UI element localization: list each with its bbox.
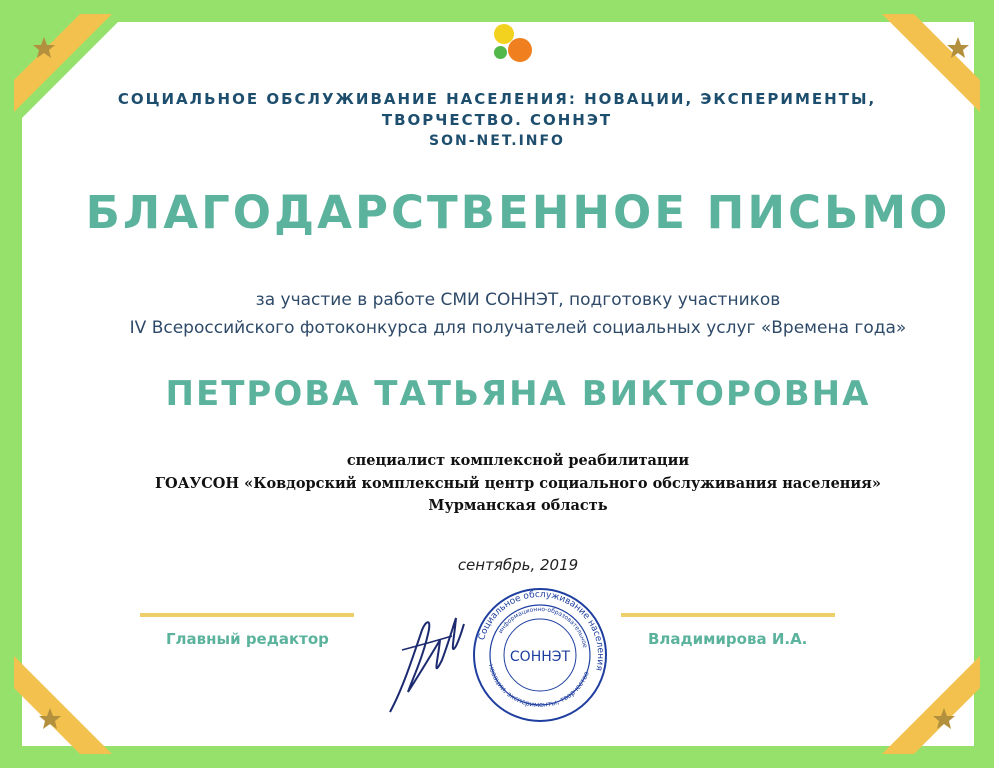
reason-line1: за участие в работе СМИ СОННЭТ, подготовку участников: [255, 290, 781, 310]
recipient-organization: ГОАУСОН «Ковдорский комплексный центр социального обслуживания населения»: [155, 475, 881, 492]
sonnet-logo-icon: [480, 24, 524, 64]
signature-line-left: [140, 613, 354, 617]
header-site: SON-NET.INFO: [429, 133, 565, 149]
issue-date: сентябрь, 2019: [457, 556, 579, 574]
header-title-line1: СОЦИАЛЬНОЕ ОБСЛУЖИВАНИЕ НАСЕЛЕНИЯ: НОВАЦИИ, ЭКСПЕРИМЕНТЫ,: [117, 90, 877, 108]
stamp-center-text: СОННЭТ: [509, 649, 571, 665]
signature-icon: [382, 600, 472, 720]
recipient-position: специалист комплексной реабилитации: [346, 452, 690, 469]
editor-name: Владимирова И.А.: [648, 630, 808, 648]
corner-ribbon-bottom-right: [864, 638, 994, 768]
editor-label: Главный редактор: [166, 630, 329, 648]
reason-line2: IV Всероссийского фотоконкурса для получателей социальных услуг «Времена года»: [129, 318, 907, 338]
recipient-name: ПЕТРОВА ТАТЬЯНА ВИКТОРОВНА: [165, 374, 871, 414]
stamp-bottom-text: новации, эксперименты, творчество: [486, 663, 591, 710]
recipient-region: Мурманская область: [428, 497, 608, 514]
organization-stamp: [470, 585, 610, 725]
certificate-title: БЛАГОДАРСТВЕННОЕ ПИСЬМО: [85, 186, 951, 239]
stamp-outer-text: Социальное обслуживание населения: [477, 589, 606, 672]
stamp-inner-text: информационно-образовательное: [497, 605, 589, 649]
corner-ribbon-bottom-left: [0, 638, 130, 768]
signature-line-right: [621, 613, 835, 617]
header-title-line2: ТВОРЧЕСТВО. СОННЭТ: [381, 111, 613, 129]
